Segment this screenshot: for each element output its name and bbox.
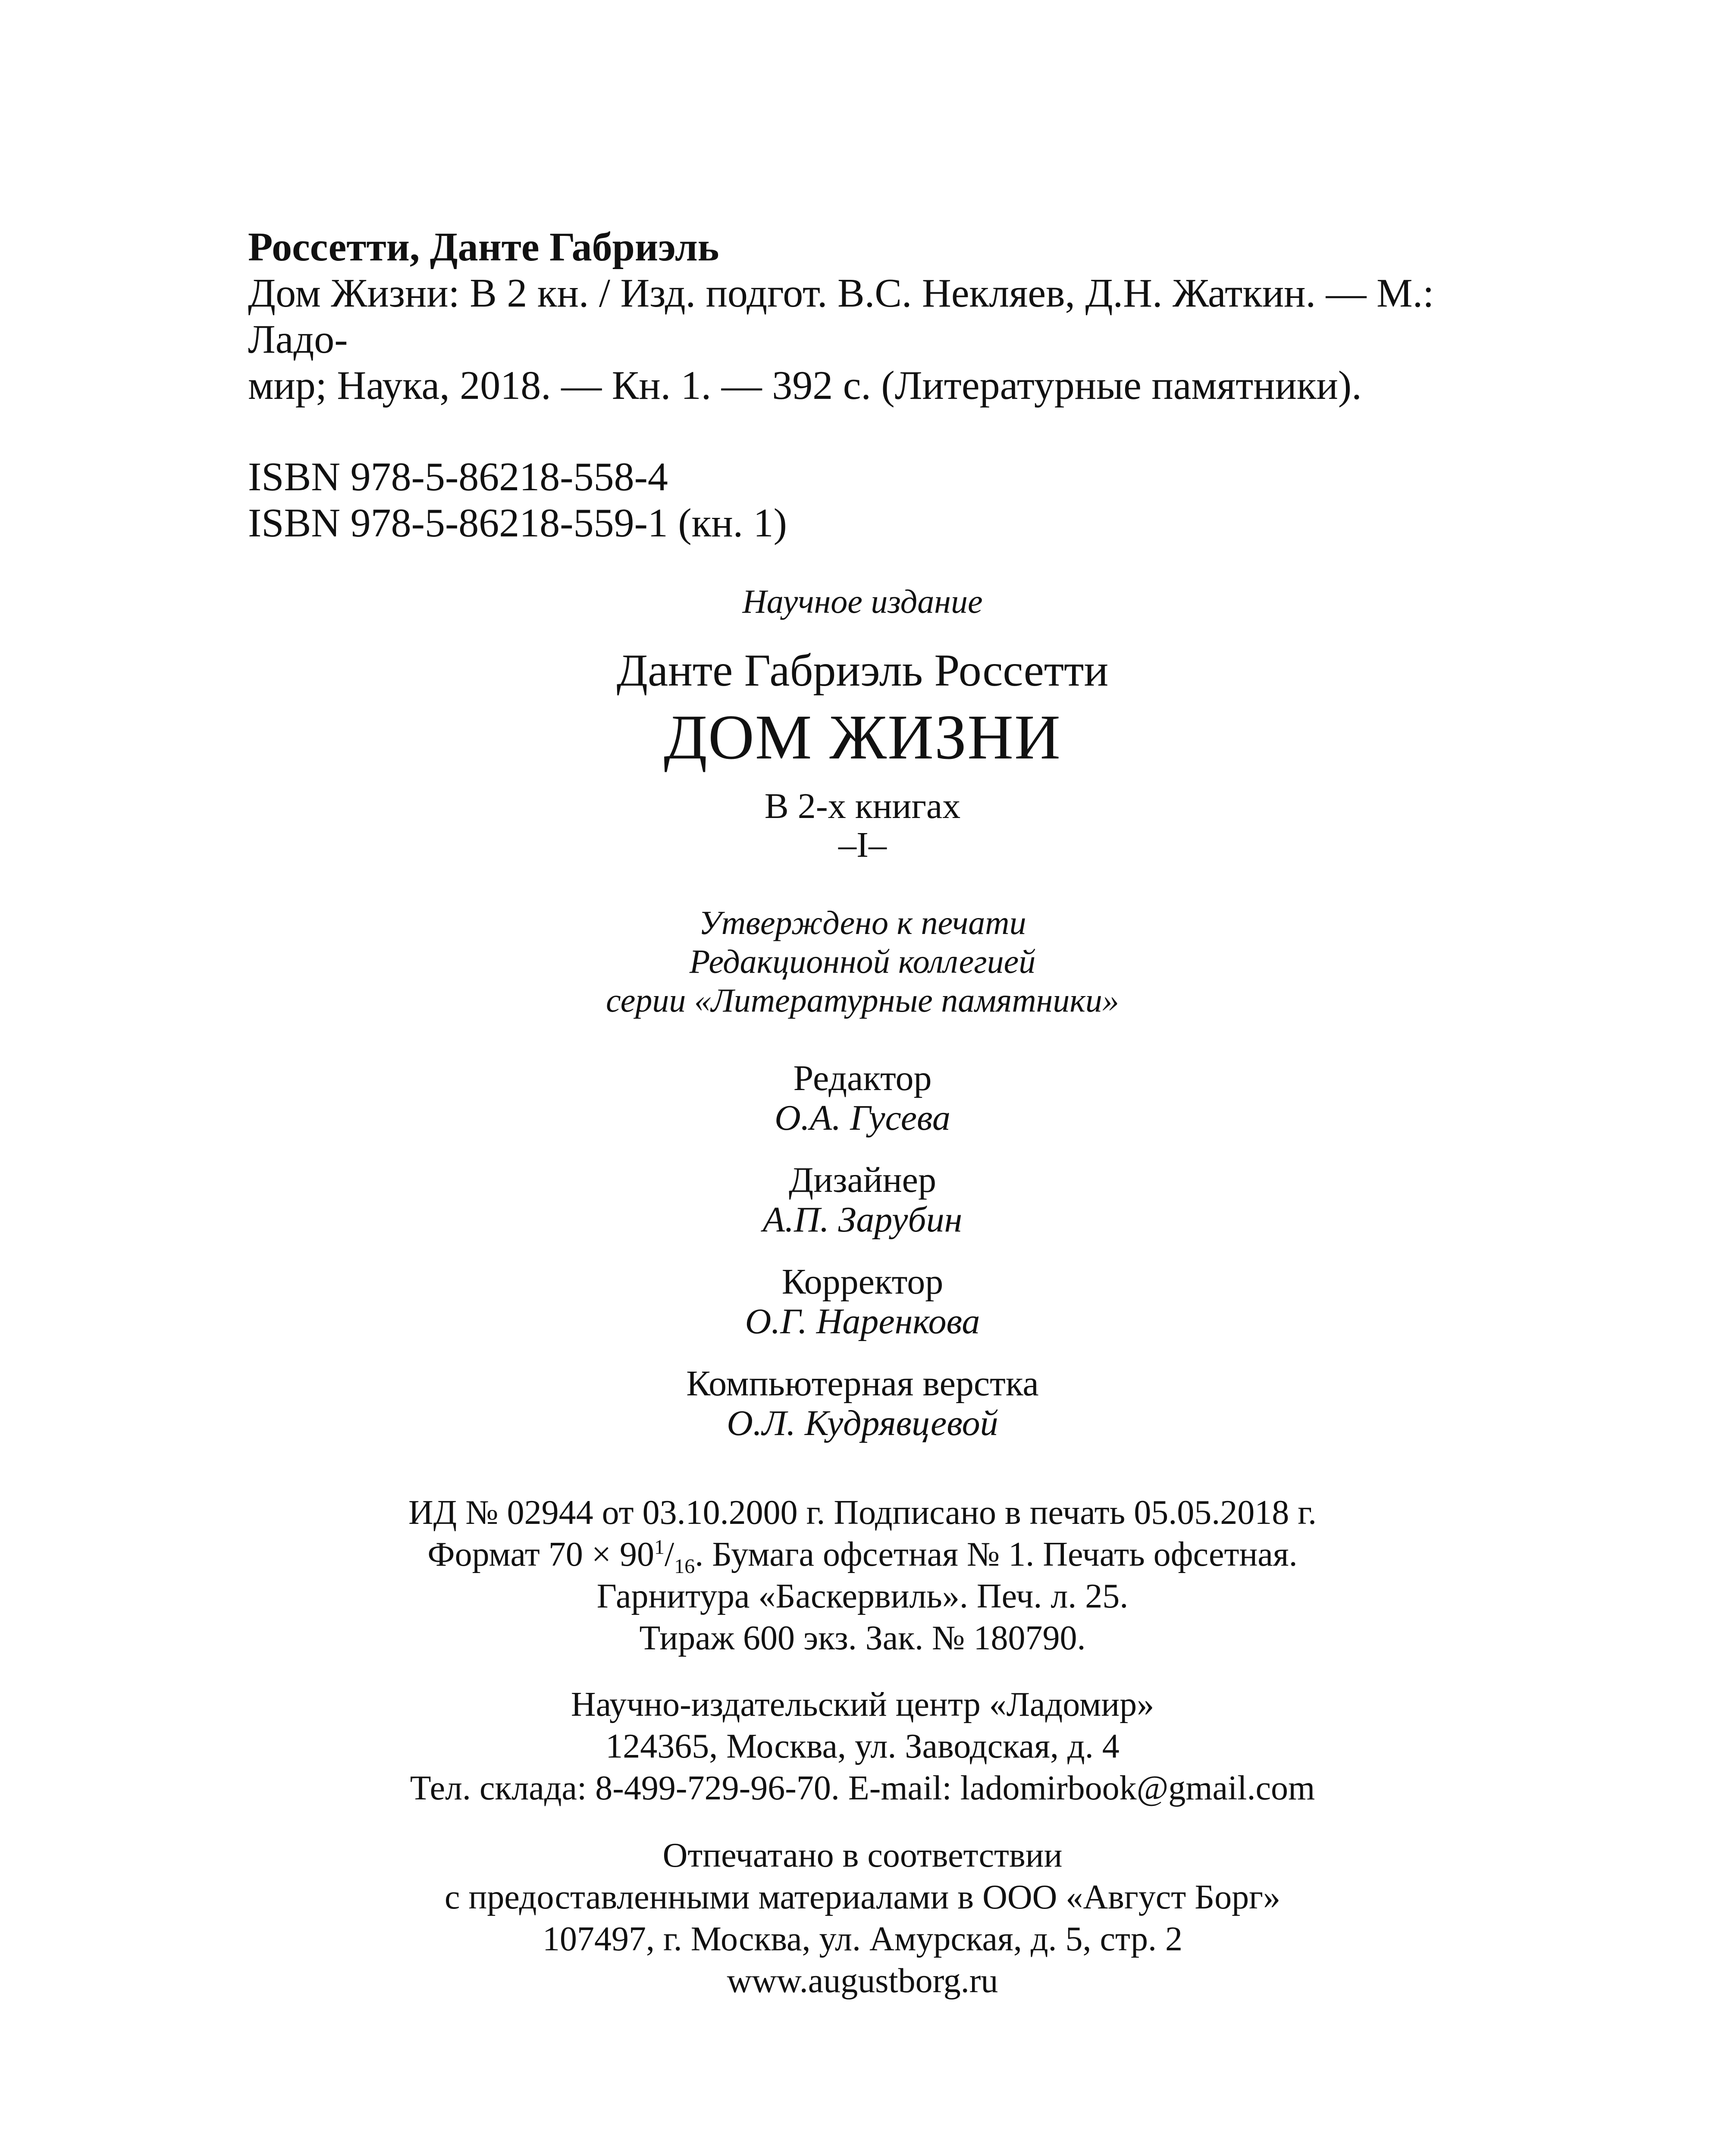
- typeface-line: Гарнитура «Баскервиль». Печ. л. 25.: [596, 1577, 1129, 1615]
- printer-line: Отпечатано в соответствии: [662, 1836, 1063, 1874]
- credit-role: Корректор: [781, 1262, 944, 1302]
- edition-type: Научное издание: [742, 583, 983, 620]
- printer-website: www.augustborg.ru: [727, 1962, 998, 2000]
- publisher-info: [0, 1684, 1725, 1809]
- credit-role: Редактор: [793, 1058, 932, 1098]
- credit-designer: [0, 1160, 1725, 1240]
- approval-line: серии «Литературные памятники»: [606, 981, 1119, 1019]
- approval-note: [0, 903, 1725, 1020]
- credit-name: О.Г. Наренкова: [745, 1301, 980, 1341]
- format-prefix: Формат 70 × 90: [427, 1536, 654, 1573]
- format-suffix: . Бумага офсетная № 1. Печать офсетная.: [695, 1536, 1298, 1573]
- printer-info: [0, 1835, 1725, 2002]
- bibliographic-record: [248, 224, 1499, 546]
- book-author: Данте Габриэль Россетти: [616, 645, 1109, 696]
- approval-line: Утверждено к печати: [699, 904, 1026, 941]
- record-description-line-2: мир; Наука, 2018. — Кн. 1. — 392 с. (Литературные памятники).: [248, 363, 1362, 408]
- print-details: [0, 1492, 1725, 1659]
- isbn-volume-1: ISBN 978-5-86218-559-1 (кн. 1): [248, 501, 787, 545]
- publisher-name: Научно-издательский центр «Ладомир»: [571, 1686, 1154, 1724]
- credit-layout: [0, 1364, 1725, 1443]
- credit-role: Компьютерная верстка: [686, 1363, 1039, 1404]
- publisher-address: 124365, Москва, ул. Заводская, д. 4: [605, 1727, 1120, 1765]
- isbn-set: ISBN 978-5-86218-558-4: [248, 454, 668, 499]
- record-description-line-1: Дом Жизни: В 2 кн. / Изд. подгот. В.С. Некляев, Д.Н. Жаткин. — М.: Ладо-: [248, 271, 1434, 362]
- approval-line: Редакционной коллегией: [689, 943, 1036, 980]
- volume-number: –I–: [838, 825, 887, 865]
- format-denominator: 16: [674, 1555, 695, 1578]
- printer-address: 107497, г. Москва, ул. Амурская, д. 5, стр. 2: [543, 1920, 1182, 1958]
- publisher-contacts: Тел. склада: 8-499-729-96-70. E-mail: ladomirbook@gmail.com: [410, 1769, 1315, 1807]
- credit-name: А.П. Зарубин: [762, 1200, 963, 1240]
- format-numerator: 1: [654, 1536, 665, 1559]
- format-line: Формат $70 \times 90^1/_{16}$. Бумага офсетная № 1. Печать офсетная.: [427, 1536, 1298, 1578]
- credit-editor: [0, 1059, 1725, 1138]
- credit-name: О.А. Гусева: [775, 1098, 950, 1138]
- credits-list: [0, 1059, 1725, 1466]
- credit-role: Дизайнер: [789, 1160, 936, 1200]
- volumes-note: В 2-х книгах: [764, 786, 961, 826]
- book-title: ДОМ ЖИЗНИ: [664, 702, 1061, 773]
- credit-proofreader: [0, 1262, 1725, 1341]
- print-run-line: Тираж 600 экз. Зак. № 180790.: [639, 1619, 1086, 1657]
- credit-name: О.Л. Кудрявцевой: [727, 1403, 998, 1443]
- license-line: ИД № 02944 от 03.10.2000 г. Подписано в печать 05.05.2018 г.: [408, 1494, 1317, 1532]
- printer-line: с предоставленными материалами в ООО «Август Борг»: [445, 1878, 1280, 1916]
- record-author: Россетти, Данте Габриэль: [248, 225, 719, 270]
